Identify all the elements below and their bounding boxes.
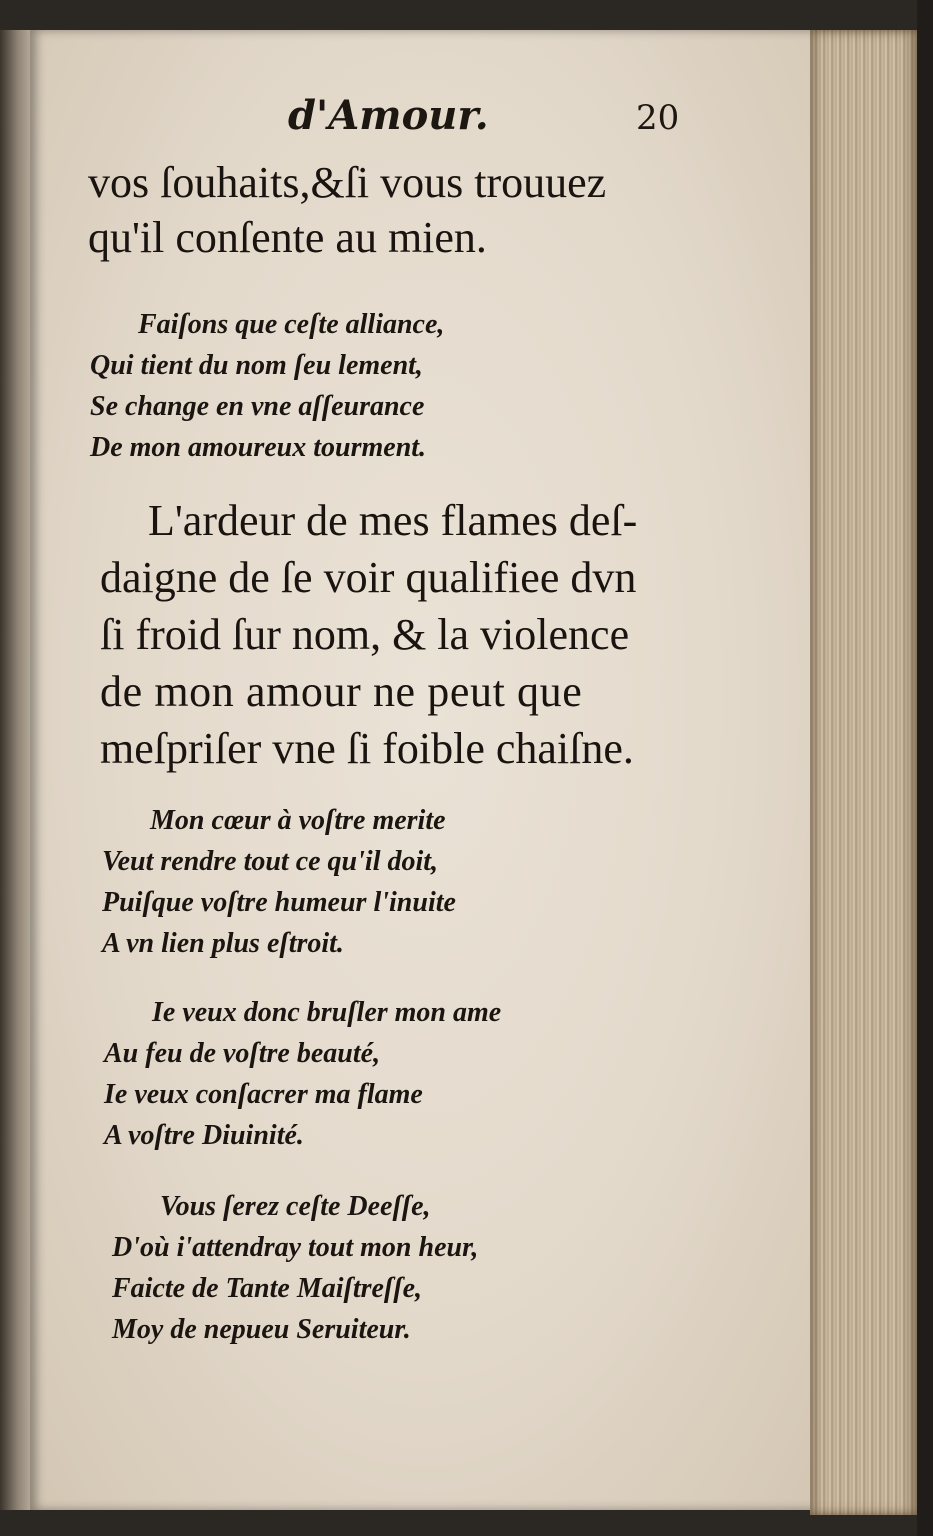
verse-stanza-1 (90, 304, 444, 468)
page-fore-edge (810, 30, 920, 1515)
verse-line: Moy de nepueu Seruiteur. (112, 1314, 411, 1345)
verse-line: Faiſons que ceſte alliance, (138, 309, 445, 340)
text-line: de mon amour ne peut que (100, 667, 583, 716)
verse-line: Qui tient du nom ſeu lement, (90, 350, 423, 381)
verse-line: A voſtre Diuinité. (104, 1120, 304, 1151)
verse-line: De mon amoureux tourment. (90, 432, 427, 463)
running-title: d'Amour. (288, 92, 489, 139)
verse-line: Faicte de Tante Maiſtreſſe, (112, 1273, 423, 1304)
text-line: daigne de ſe voir qualifiee dvn (100, 553, 637, 602)
prose-paragraph-1 (88, 155, 606, 265)
text-line: meſpriſer vne ſi foible chaiſne. (100, 724, 634, 773)
verse-line: A vn lien plus eſtroit. (102, 928, 344, 959)
prose-paragraph-2 (100, 492, 637, 777)
verse-stanza-4 (112, 1186, 478, 1350)
verse-line: Ie veux donc bruſler mon ame (152, 997, 502, 1028)
verse-line: Au feu de voſtre beauté, (104, 1038, 381, 1069)
verse-line: Ie veux conſacrer ma flame (104, 1079, 423, 1110)
verse-line: Se change en vne aſſeurance (90, 391, 425, 422)
verse-stanza-3 (104, 992, 501, 1156)
verse-line: Vous ſerez ceſte Deeſſe, (160, 1191, 431, 1222)
verse-line: Veut rendre tout ce qu'il doit, (102, 846, 439, 877)
verse-line: Puiſque voſtre humeur l'inuite (102, 887, 456, 918)
verse-line: D'où i'attendray tout mon heur, (112, 1232, 479, 1263)
text-line: ſi froid ſur nom, & la violence (100, 610, 630, 659)
verse-line: Mon cœur à voſtre merite (150, 805, 446, 836)
verse-stanza-2 (102, 800, 456, 964)
text-line: L'ardeur de mes flames deſ- (148, 496, 638, 545)
binding-shadow (917, 0, 933, 1536)
page-number: 20 (636, 98, 680, 138)
text-line: qu'il conſente au mien. (88, 213, 487, 262)
text-line: vos ſouhaits,&ſi vous trouuez (88, 158, 607, 207)
